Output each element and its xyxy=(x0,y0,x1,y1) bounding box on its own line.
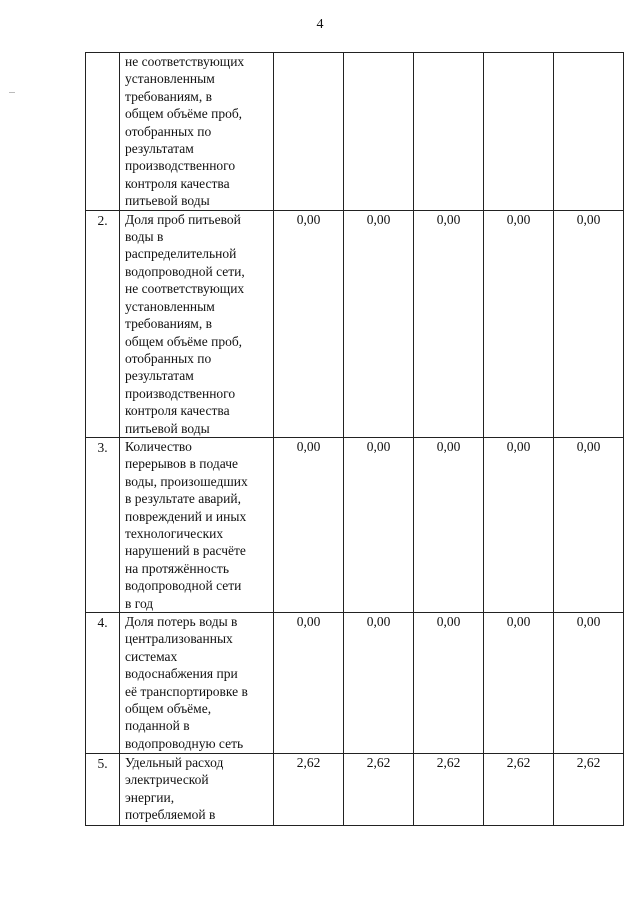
value-cell-year-2: 2,62 xyxy=(344,754,414,826)
value-cell-year-4 xyxy=(484,53,554,211)
value-cell-year-1: 0,00 xyxy=(274,437,344,612)
description-line: питьевой воды xyxy=(125,420,210,436)
value-cell-year-1: 0,00 xyxy=(274,210,344,437)
description-line: Количество xyxy=(125,438,192,454)
indicator-description xyxy=(120,754,274,826)
indicator-description xyxy=(120,437,274,612)
margin-mark xyxy=(9,92,15,93)
value-cell-year-4: 2,62 xyxy=(484,754,554,826)
value-cell-year-2 xyxy=(344,53,414,211)
description-line: повреждений и иных xyxy=(125,508,247,524)
value-cell-year-5: 0,00 xyxy=(554,613,624,754)
page-number: 4 xyxy=(316,17,324,32)
table-row xyxy=(86,210,624,437)
value-cell-year-3 xyxy=(414,53,484,211)
description-line: общем объёме проб, xyxy=(125,106,243,122)
value-cell-year-5: 0,00 xyxy=(554,210,624,437)
value-cell-year-4: 0,00 xyxy=(484,613,554,754)
value-cell-year-2: 0,00 xyxy=(344,613,414,754)
table-row xyxy=(86,53,624,211)
table-row xyxy=(86,437,624,612)
description-line: контроля качества xyxy=(125,403,230,419)
value-cell-year-3: 2,62 xyxy=(414,754,484,826)
description-line: водопроводной сети xyxy=(125,578,242,594)
table-row xyxy=(86,754,624,826)
description-line: питьевой воды xyxy=(125,193,210,209)
value-cell-year-1: 2,62 xyxy=(274,754,344,826)
row-number: 4. xyxy=(86,613,120,754)
description-line: результатам xyxy=(125,141,194,157)
indicator-description xyxy=(120,53,274,211)
description-line: Доля потерь воды в xyxy=(125,614,238,629)
description-line: в результате аварий, xyxy=(125,491,241,507)
value-cell-year-3: 0,00 xyxy=(414,613,484,754)
description-line: энергии, xyxy=(125,789,175,805)
value-cell-year-5: 0,00 xyxy=(554,437,624,612)
description-line: требованиям, в xyxy=(125,88,212,104)
description-line: электрической xyxy=(125,772,209,788)
description-line: централизованных xyxy=(125,631,233,647)
description-line: на протяжённость xyxy=(125,560,229,576)
description-line: системах xyxy=(125,648,178,664)
description-line: нарушений в расчёте xyxy=(125,543,246,559)
description-line: установленным xyxy=(125,71,215,87)
value-cell-year-4: 0,00 xyxy=(484,210,554,437)
description-line: контроля качества xyxy=(125,175,230,191)
description-line: водоснабжения при xyxy=(125,666,238,682)
value-cell-year-1: 0,00 xyxy=(274,613,344,754)
row-number: 3. xyxy=(86,437,120,612)
description-line: воды, произошедших xyxy=(125,473,248,489)
value-cell-year-5: 2,62 xyxy=(554,754,624,826)
indicator-description xyxy=(120,613,274,754)
description-line: результатам xyxy=(125,368,194,384)
description-line: требованиям, в xyxy=(125,316,212,332)
value-cell-year-2: 0,00 xyxy=(344,437,414,612)
description-line: отобранных по xyxy=(125,123,212,139)
description-line: установленным xyxy=(125,298,215,314)
indicator-description xyxy=(120,210,274,437)
description-line: Доля проб питьевой xyxy=(125,211,241,227)
value-cell-year-4: 0,00 xyxy=(484,437,554,612)
description-line: водопроводную сеть xyxy=(125,735,244,751)
description-line: поданной в xyxy=(125,718,190,734)
description-line: не соответствующих xyxy=(125,281,245,297)
description-line: отобранных по xyxy=(125,350,212,366)
description-line: производственного xyxy=(125,158,236,174)
row-number: 5. xyxy=(86,754,120,826)
description-line: Удельный расход xyxy=(125,755,224,770)
value-cell-year-3: 0,00 xyxy=(414,437,484,612)
description-line: технологических xyxy=(125,525,224,541)
description-line: водопроводной сети, xyxy=(125,263,245,279)
description-line: потребляемой в xyxy=(125,807,216,823)
description-line: распределительной xyxy=(125,246,237,262)
description-line: общем объёме проб, xyxy=(125,333,243,349)
description-line: воды в xyxy=(125,229,164,245)
description-line: перерывов в подаче xyxy=(125,456,238,472)
indicators-table xyxy=(85,52,624,826)
description-line: в год xyxy=(125,595,154,611)
description-line: общем объёме, xyxy=(125,701,212,717)
value-cell-year-5 xyxy=(554,53,624,211)
value-cell-year-3: 0,00 xyxy=(414,210,484,437)
description-line: её транспортировке в xyxy=(125,683,248,699)
description-line: не соответствующих xyxy=(125,54,245,69)
table-row xyxy=(86,613,624,754)
row-number xyxy=(86,53,120,211)
value-cell-year-1 xyxy=(274,53,344,211)
value-cell-year-2: 0,00 xyxy=(344,210,414,437)
description-line: производственного xyxy=(125,385,236,401)
row-number: 2. xyxy=(86,210,120,437)
